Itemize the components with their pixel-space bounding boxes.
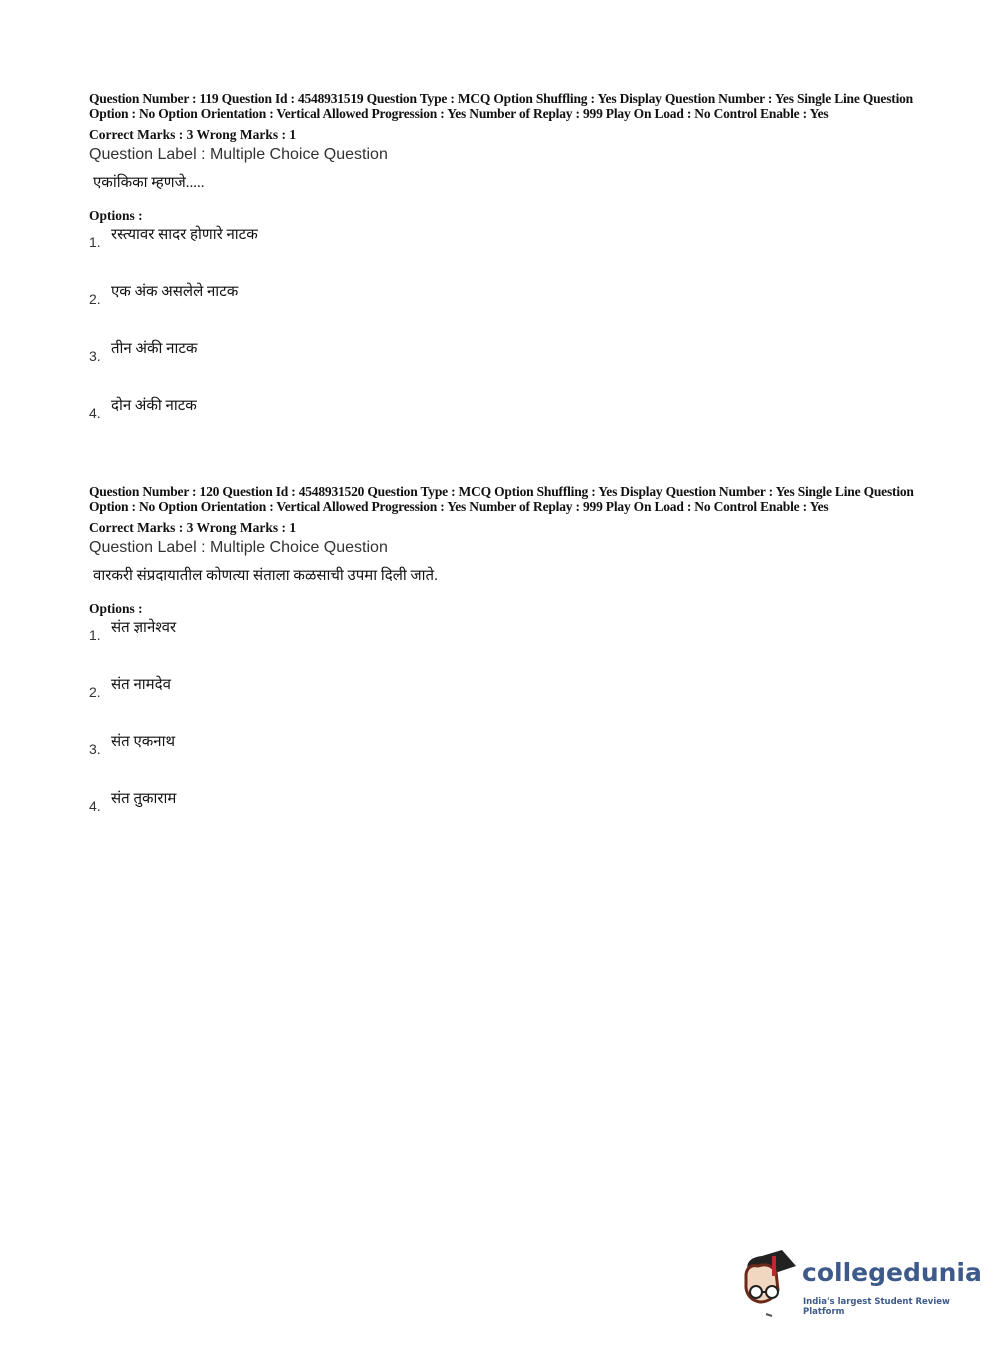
options-heading: Options : <box>89 601 143 616</box>
option-number: 4. <box>89 798 101 814</box>
mascot-icon <box>742 1250 800 1320</box>
question-marks: Correct Marks : 3 Wrong Marks : 1 <box>89 127 297 142</box>
option-number: 3. <box>89 348 101 364</box>
option-1 <box>89 617 919 674</box>
option-number: 2. <box>89 684 101 700</box>
option-number: 1. <box>89 234 101 250</box>
option-number: 4. <box>89 405 101 421</box>
option-number: 1. <box>89 627 101 643</box>
question-label: Question Label : Multiple Choice Question <box>89 539 388 556</box>
question-meta: Question Number : 119 Question Id : 4548931519 Question Type : MCQ Option Shuffling : Yes Display Question Number : Yes Single Line Question Option : No Option Orientation : Vertical Allowed Progression : Yes Number of Replay : 999 Play On Load : No Control Enable : Yes <box>89 91 913 121</box>
question-stem: एकांकिका म्हणजे..... <box>93 175 205 191</box>
option-4 <box>89 395 919 452</box>
option-text: एक अंक असलेले नाटक <box>111 284 239 300</box>
option-2 <box>89 674 919 731</box>
collegedunia-logo <box>742 1250 982 1320</box>
question-label: Question Label : Multiple Choice Question <box>89 146 388 163</box>
option-text: संत एकनाथ <box>111 734 176 750</box>
option-text: संत नामदेव <box>111 677 171 693</box>
question-block-120 <box>89 485 919 845</box>
option-text: दोन अंकी नाटक <box>111 398 197 414</box>
option-number: 2. <box>89 291 101 307</box>
option-text: रस्त्यावर सादर होणारे नाटक <box>111 227 258 243</box>
option-1 <box>89 224 919 281</box>
brand-name: collegedunia <box>802 1258 982 1287</box>
option-3 <box>89 731 919 788</box>
option-text: संत तुकाराम <box>111 791 177 807</box>
brand-tagline: India's largest Student Review Platform <box>803 1297 950 1317</box>
option-number: 3. <box>89 741 101 757</box>
option-3 <box>89 338 919 395</box>
options-heading: Options : <box>89 208 143 223</box>
option-text: तीन अंकी नाटक <box>111 341 198 357</box>
question-stem: वारकरी संप्रदायातील कोणत्या संताला कळसाची उपमा दिली जाते. <box>93 568 438 584</box>
question-block-119 <box>89 92 919 452</box>
option-4 <box>89 788 919 845</box>
question-meta: Question Number : 120 Question Id : 4548931520 Question Type : MCQ Option Shuffling : Yes Display Question Number : Yes Single Line Question Option : No Option Orientation : Vertical Allowed Progression : Yes Number of Replay : 999 Play On Load : No Control Enable : Yes <box>89 484 914 514</box>
question-marks: Correct Marks : 3 Wrong Marks : 1 <box>89 520 297 535</box>
option-text: संत ज्ञानेश्वर <box>111 620 177 636</box>
option-2 <box>89 281 919 338</box>
